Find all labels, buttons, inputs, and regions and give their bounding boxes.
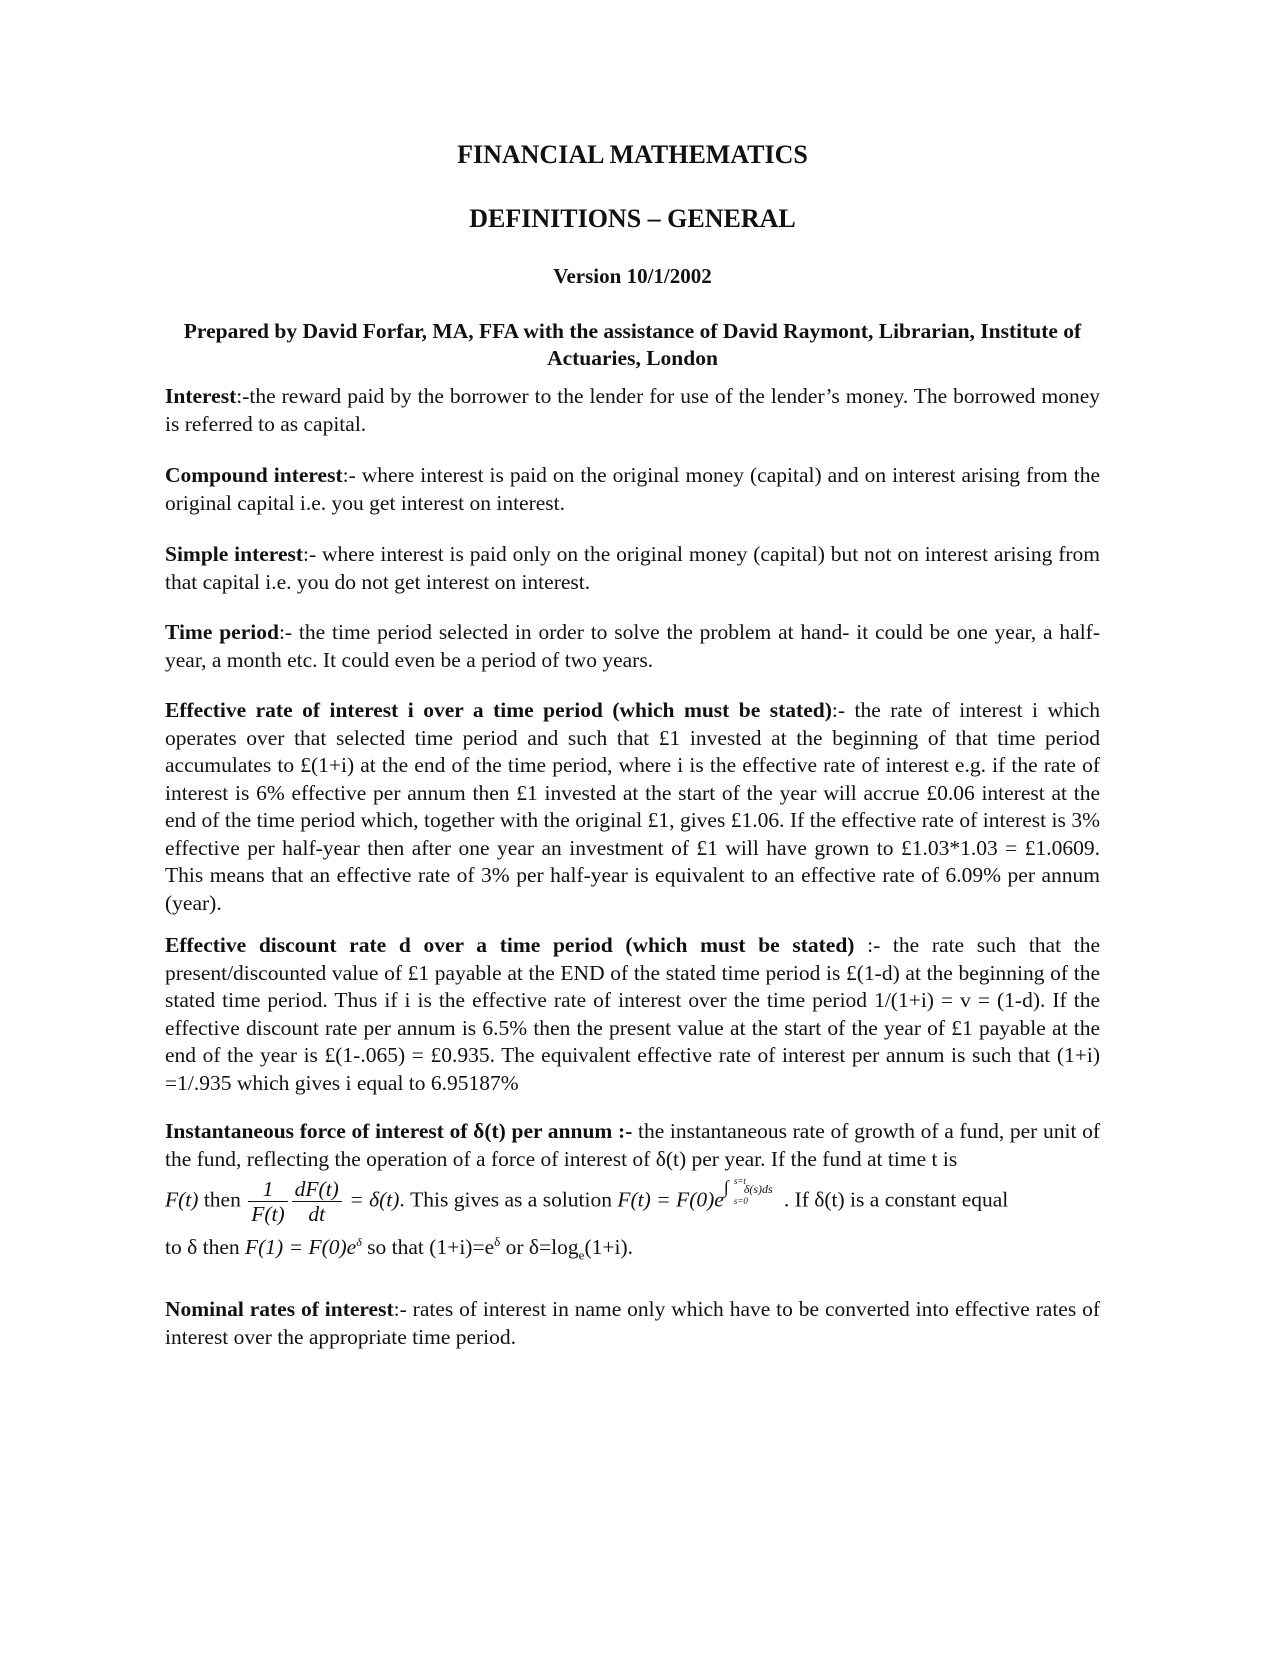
- definition-text: :- the time period selected in order to solve the problem at hand- it could be one year, a half-year, a month etc. It could even be a period of two years.: [165, 620, 1100, 672]
- term: Effective rate of interest i over a time period (which must be stated): [165, 698, 832, 722]
- term: Effective discount rate d over a time period (which must be stated): [165, 933, 855, 957]
- prepared-by-line: Prepared by David Forfar, MA, FFA with the assistance of David Raymont, Librarian, Institute of Actuaries, London: [183, 319, 1082, 370]
- math-f1-sup: δ: [356, 1235, 362, 1249]
- definition-nominal-rates: [165, 1296, 1100, 1351]
- definition-force-of-interest: [165, 1118, 1100, 1269]
- text-to-delta: to δ then: [165, 1235, 245, 1260]
- document-title: FINANCIAL MATHEMATICS: [457, 140, 808, 169]
- integral-exponent: ∫ s=t s=0 δ(s)ds: [723, 1176, 773, 1207]
- e-sup: δ: [494, 1234, 501, 1249]
- text-after-solution: . If δ(t) is a constant equal: [783, 1187, 1009, 1212]
- term: Simple interest: [165, 542, 304, 566]
- force-line-3: [165, 1228, 1100, 1269]
- definition-effective-discount-rate: [165, 932, 1100, 1097]
- math-eq1-rhs: = δ(t): [343, 1187, 400, 1212]
- text-end: (1+i).: [584, 1235, 633, 1260]
- force-line-1: [165, 1118, 1100, 1173]
- term: Nominal rates of interest: [165, 1297, 394, 1321]
- term: Time period: [165, 620, 279, 644]
- definition-text: :-the reward paid by the borrower to the lender for use of the lender’s money. The borrowed money is referred to as capital.: [165, 384, 1100, 436]
- text-so-that: so that (1+i)=e: [361, 1235, 495, 1260]
- text-then: then: [198, 1187, 247, 1212]
- definition-effective-rate: [165, 697, 1100, 917]
- definition-simple-interest: [165, 541, 1100, 596]
- fraction-one-over-ft: $\frac{1}{F(t)}$: [248, 1177, 287, 1226]
- math-solution: F(t) = F(0)e: [617, 1187, 724, 1212]
- definition-time-period: [165, 619, 1100, 674]
- definition-compound-interest: [165, 462, 1100, 517]
- math-f1: F(1) = F(0)e: [245, 1235, 357, 1260]
- definition-text: :- where interest is paid on the original money (capital) and on interest arising from the original capital i.e. you get interest on interest.: [165, 463, 1101, 515]
- version-line: Version 10/1/2002: [553, 264, 712, 288]
- definition-text: :- the rate of interest i which operates over that selected time period and such that £1 invested at the beginning of that time period accumulates to £(1+i) at the end of the time period, where i is the effective rate of interest e.g. if the rate of interest is 6% effective per annum then £1 invested at the start of the year will accrue £0.06 interest at the end of the time period which, together with the original £1, gives £1.06. If the effective rate of interest is 3% effective per half-year then after one year an investment of £1 will have grown to £1.03*1.03 = £1.0609. This means that an effective rate of 3% per half-year is equivalent to an effective rate of 6.09% per annum (year).: [165, 698, 1100, 915]
- term: Interest: [165, 384, 237, 408]
- force-line-2: [165, 1177, 1100, 1226]
- definition-interest: [165, 383, 1100, 438]
- document-subtitle: DEFINITIONS – GENERAL: [469, 204, 796, 233]
- definition-text: :- where interest is paid only on the original money (capital) but not on interest arising from that capital i.e. you do not get interest on interest.: [165, 542, 1101, 594]
- term: Instantaneous force of interest of δ(t) per annum :-: [165, 1119, 633, 1143]
- log-sub: e: [578, 1247, 585, 1263]
- fraction-dft-dt: $\frac{dF(t)}{dt}$: [292, 1177, 342, 1226]
- definition-text: :- the rate such that the present/discounted value of £1 payable at the END of the stated time period is £(1-d) at the beginning of the stated time period. Thus if i is the effective rate of interest over the time period 1/(1+i) = v = (1-d). If the effective discount rate per annum is 6.5% then the present value at the start of the year of £1 payable at the end of the year is £(1-.065) = £0.935. The equivalent effective rate of interest per annum is such that (1+i) =1/.935 which gives i equal to 6.95187%: [165, 933, 1100, 1095]
- text-gives: . This gives as a solution: [399, 1187, 618, 1212]
- text-or: or δ=log: [500, 1235, 579, 1260]
- math-ft: F(t): [165, 1187, 199, 1212]
- definition-text: the instantaneous rate of growth of a fund, per unit of the fund, reflecting the operation of a force of interest of δ(t) per year. If the fund at time t is: [165, 1119, 1101, 1171]
- term: Compound interest: [165, 463, 343, 487]
- definition-text: :- rates of interest in name only which have to be converted into effective rates of interest over the appropriate time period.: [165, 1297, 1101, 1349]
